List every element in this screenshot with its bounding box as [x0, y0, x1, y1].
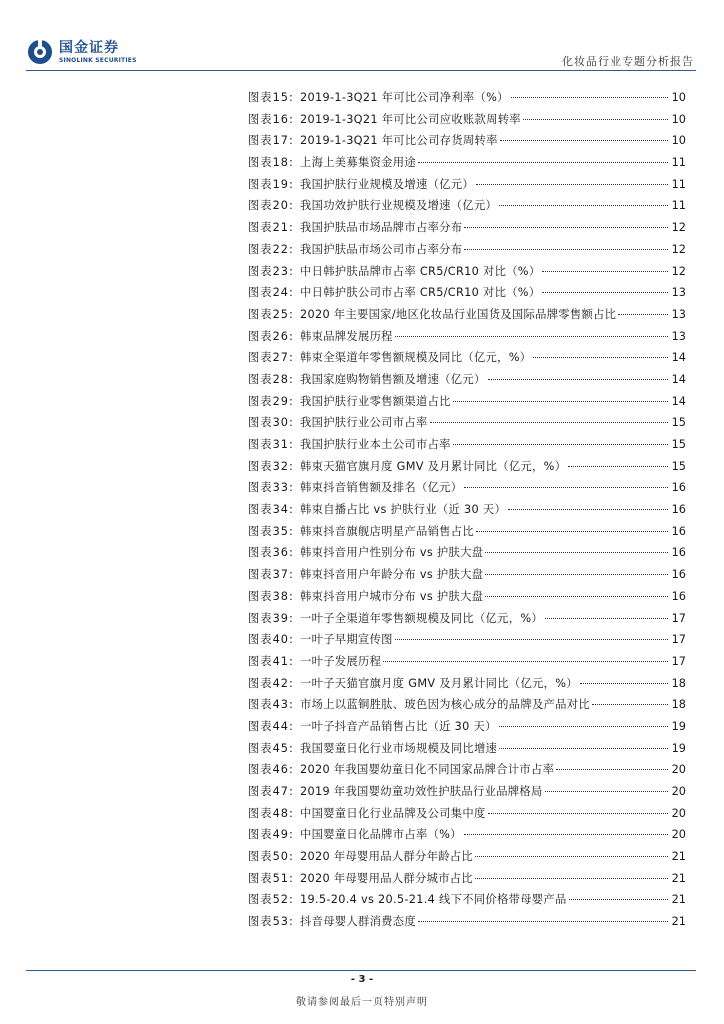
toc-entry-title: 我国护肤行业规模及增速（亿元）	[300, 177, 474, 191]
toc-leader-dots	[500, 140, 668, 141]
toc-entry[interactable]	[248, 542, 686, 564]
toc-leader-dots	[568, 466, 668, 467]
toc-entry-page: 19	[671, 741, 686, 755]
toc-entry-page: 12	[671, 221, 686, 235]
toc-entry-label: 图表21:	[248, 221, 294, 235]
toc-entry-label: 图表20:	[248, 199, 294, 213]
toc-entry-label: 图表41:	[248, 654, 294, 668]
toc-entry-title: 我国护肤行业零售额渠道占比	[300, 394, 451, 408]
toc-entry[interactable]	[248, 347, 686, 369]
toc-entry-title: 2019 年我国婴幼童功效性护肤品行业品牌格局	[300, 785, 543, 798]
toc-leader-dots	[395, 336, 668, 337]
toc-entry-title: 2019-1-3Q21 年可比公司净利率（%）	[300, 91, 509, 104]
toc-entry-page: 20	[671, 806, 686, 820]
toc-entry-page: 15	[671, 416, 686, 430]
toc-entry-title: 韩束抖音用户年龄分布 vs 护肤大盘	[300, 568, 484, 582]
toc-entry-page: 18	[671, 698, 686, 712]
toc-leader-dots	[499, 748, 668, 749]
toc-entry[interactable]	[248, 586, 686, 608]
toc-entry-title: 我国家庭购物销售额及增速（亿元）	[300, 372, 486, 386]
toc-entry-page: 12	[671, 264, 686, 278]
toc-entry[interactable]	[248, 803, 686, 825]
toc-entry-title: 上海上美募集资金用途	[300, 156, 416, 170]
toc-entry-page: 13	[671, 286, 686, 300]
toc-entry-label: 图表25:	[248, 307, 294, 321]
toc-entry[interactable]	[248, 521, 686, 543]
toc-entry-title: 2020 年母婴用品人群分城市占比	[300, 871, 474, 885]
toc-entry-page: 11	[671, 177, 686, 191]
toc-entry-title: 市场上以蓝铜胜肽、玻色因为核心成分的品牌及产品对比	[300, 698, 590, 712]
toc-entry[interactable]	[248, 629, 686, 651]
toc-entry-title: 韩束自播占比 vs 护肤行业（近 30 天）	[300, 503, 507, 517]
toc-entry[interactable]	[248, 477, 686, 499]
toc-entry-title: 中日韩护肤品牌市占率 CR5/CR10 对比（%）	[300, 264, 541, 278]
toc-leader-dots	[533, 357, 668, 358]
toc-entry[interactable]	[248, 846, 686, 868]
toc-entry-label: 图表49:	[248, 828, 294, 842]
toc-leader-dots	[511, 97, 668, 98]
toc-entry[interactable]	[248, 217, 686, 239]
toc-entry[interactable]	[248, 130, 686, 152]
toc-leader-dots	[395, 639, 668, 640]
document-title: 化妆品行业专题分析报告	[562, 55, 694, 68]
toc-entry[interactable]	[248, 911, 686, 933]
toc-entry-title: 一叶子发展历程	[300, 654, 382, 668]
toc-leader-dots	[464, 487, 668, 488]
toc-leader-dots	[545, 618, 668, 619]
toc-entry-title: 中国婴童日化行业品牌及公司集中度	[300, 806, 486, 820]
toc-entry[interactable]	[248, 608, 686, 630]
toc-entry-label: 图表37:	[248, 568, 294, 582]
toc-entry-page: 15	[671, 459, 686, 473]
toc-entry-page: 16	[671, 481, 686, 495]
toc-entry-page: 20	[671, 785, 686, 798]
toc-entry[interactable]	[248, 87, 686, 109]
toc-entry-label: 图表32:	[248, 459, 294, 473]
toc-entry-page: 16	[671, 524, 686, 538]
logo-en-text: SINOLINK SECURITIES	[59, 56, 137, 64]
toc-entry-label: 图表27:	[248, 351, 294, 365]
toc-entry-label: 图表22:	[248, 242, 294, 256]
toc-entry-title: 韩束抖音用户性别分布 vs 护肤大盘	[300, 546, 484, 560]
toc-entry-page: 18	[671, 676, 686, 690]
toc-entry[interactable]	[248, 781, 686, 803]
toc-entry-title: 2019-1-3Q21 年可比公司应收账款周转率	[300, 112, 521, 126]
toc-entry-label: 图表47:	[248, 785, 294, 798]
toc-entry-page: 17	[671, 611, 686, 625]
toc-leader-dots	[464, 249, 668, 250]
toc-entry-title: 一叶子抖音产品销售占比（近 30 天）	[300, 719, 497, 733]
company-logo	[26, 38, 137, 66]
toc-entry-label: 图表23:	[248, 264, 294, 278]
toc-entry-page: 15	[671, 438, 686, 451]
toc-entry-title: 我国护肤品市场公司市占率分布	[300, 242, 463, 256]
toc-entry-page: 10	[671, 134, 686, 148]
toc-entry-label: 图表42:	[248, 676, 294, 690]
toc-entry[interactable]	[248, 412, 686, 434]
toc-entry-title: 一叶子全渠道年零售额规模及同比（亿元，%）	[300, 611, 543, 625]
table-of-figures	[248, 87, 686, 933]
logo-cn-text: 国金证券	[59, 39, 119, 56]
toc-entry[interactable]	[248, 564, 686, 586]
toc-entry-title: 2020 年主要国家/地区化妆品行业国货及国际品牌零售额占比	[300, 307, 617, 321]
toc-entry-label: 图表40:	[248, 633, 294, 647]
toc-entry[interactable]	[248, 651, 686, 673]
toc-entry-label: 图表17:	[248, 134, 294, 148]
toc-entry-label: 图表34:	[248, 503, 294, 517]
toc-leader-dots	[488, 379, 668, 380]
toc-entry-label: 图表30:	[248, 416, 294, 430]
toc-leader-dots	[580, 683, 668, 684]
toc-leader-dots	[542, 292, 668, 293]
toc-entry-title: 韩束天猫官旗月度 GMV 及月累计同比（亿元，%）	[300, 459, 567, 473]
toc-leader-dots	[464, 834, 668, 835]
toc-leader-dots	[464, 227, 668, 228]
toc-entry-page: 21	[671, 893, 686, 907]
toc-entry[interactable]	[248, 261, 686, 283]
toc-entry-page: 16	[671, 589, 686, 603]
toc-entry-label: 图表35:	[248, 524, 294, 538]
toc-leader-dots	[418, 162, 668, 163]
toc-entry-label: 图表18:	[248, 156, 294, 170]
toc-entry-title: 我国护肤行业本土公司市占率	[300, 438, 451, 451]
toc-entry[interactable]	[248, 282, 686, 304]
toc-entry-title: 我国护肤行业公司市占率	[300, 416, 428, 430]
toc-entry[interactable]	[248, 304, 686, 326]
toc-entry-title: 韩束抖音旗舰店明星产品销售占比	[300, 524, 474, 538]
toc-entry-label: 图表52:	[248, 893, 294, 907]
toc-entry-title: 2020 年我国婴幼童日化不同国家品牌合计市占率	[300, 763, 555, 777]
toc-entry[interactable]	[248, 391, 686, 413]
toc-leader-dots	[542, 271, 668, 272]
toc-entry-page: 11	[671, 199, 686, 213]
toc-entry-label: 图表24:	[248, 286, 294, 300]
toc-leader-dots	[418, 921, 668, 922]
toc-entry-page: 21	[671, 915, 686, 929]
toc-entry-label: 图表33:	[248, 481, 294, 495]
toc-entry[interactable]	[248, 889, 686, 911]
toc-leader-dots	[523, 119, 668, 120]
toc-entry-title: 一叶子早期宣传图	[300, 633, 393, 647]
toc-leader-dots	[499, 726, 668, 727]
toc-entry-label: 图表31:	[248, 438, 294, 451]
toc-entry[interactable]	[248, 716, 686, 738]
toc-entry[interactable]	[248, 195, 686, 217]
toc-entry[interactable]	[248, 174, 686, 196]
toc-leader-dots	[485, 596, 668, 597]
toc-entry[interactable]	[248, 673, 686, 695]
toc-entry-title: 2020 年母婴用品人群分年龄占比	[300, 850, 474, 864]
toc-entry[interactable]	[248, 326, 686, 348]
toc-entry-label: 图表43:	[248, 698, 294, 712]
toc-entry-label: 图表53:	[248, 915, 294, 929]
header-divider	[26, 70, 696, 71]
toc-entry-title: 我国护肤品市场品牌市占率分布	[300, 221, 463, 235]
toc-leader-dots	[476, 184, 668, 185]
toc-entry-page: 21	[671, 850, 686, 864]
toc-entry[interactable]	[248, 239, 686, 261]
toc-entry[interactable]	[248, 152, 686, 174]
toc-entry-page: 16	[671, 503, 686, 517]
toc-leader-dots	[488, 813, 668, 814]
toc-leader-dots	[475, 878, 668, 879]
toc-entry[interactable]	[248, 434, 686, 456]
toc-entry-label: 图表51:	[248, 871, 294, 885]
toc-entry-title: 19.5-20.4 vs 20.5-21.4 线下不同价格带母婴产品	[300, 893, 567, 907]
toc-entry-page: 16	[671, 546, 686, 560]
toc-entry-page: 11	[671, 156, 686, 170]
toc-entry-page: 17	[671, 633, 686, 647]
toc-entry-page: 20	[671, 763, 686, 777]
toc-entry-title: 抖音母婴人群消费态度	[300, 915, 416, 929]
toc-leader-dots	[475, 856, 668, 857]
toc-entry-page: 14	[671, 394, 686, 408]
sinolink-logo-icon	[26, 38, 54, 66]
toc-entry-title: 我国功效护肤行业规模及增速（亿元）	[300, 199, 498, 213]
toc-entry-label: 图表38:	[248, 589, 294, 603]
toc-entry-title: 我国婴童日化行业市场规模及同比增速	[300, 741, 498, 755]
toc-entry-title: 中日韩护肤公司市占率 CR5/CR10 对比（%）	[300, 286, 541, 300]
toc-entry-label: 图表15:	[248, 91, 294, 104]
toc-leader-dots	[545, 791, 668, 792]
toc-entry-page: 17	[671, 654, 686, 668]
toc-entry-page: 13	[671, 307, 686, 321]
toc-entry-label: 图表19:	[248, 177, 294, 191]
toc-leader-dots	[453, 401, 668, 402]
page-number: - 3 -	[350, 974, 374, 985]
footer-disclaimer: 敬请参阅最后一页特别声明	[296, 997, 428, 1008]
toc-entry[interactable]	[248, 738, 686, 760]
toc-entry-title: 一叶子天猫官旗月度 GMV 及月累计同比（亿元，%）	[300, 676, 578, 690]
page-header	[0, 0, 724, 80]
toc-entry-label: 图表26:	[248, 329, 294, 343]
toc-entry[interactable]	[248, 694, 686, 716]
toc-entry-page: 12	[671, 242, 686, 256]
toc-entry-title: 韩束全渠道年零售额规模及同比（亿元，%）	[300, 351, 532, 365]
toc-entry[interactable]	[248, 824, 686, 846]
toc-entry-label: 图表44:	[248, 719, 294, 733]
toc-entry-page: 14	[671, 351, 686, 365]
toc-entry-title: 2019-1-3Q21 年可比公司存货周转率	[300, 134, 498, 148]
toc-entry-title: 韩束品牌发展历程	[300, 329, 393, 343]
toc-entry-page: 21	[671, 871, 686, 885]
toc-entry-label: 图表45:	[248, 741, 294, 755]
footer-divider	[26, 970, 696, 971]
toc-entry-label: 图表50:	[248, 850, 294, 864]
toc-entry-title: 韩束抖音销售额及排名（亿元）	[300, 481, 463, 495]
toc-leader-dots	[569, 899, 668, 900]
toc-entry[interactable]	[248, 369, 686, 391]
toc-entry-page: 13	[671, 329, 686, 343]
toc-entry-label: 图表28:	[248, 372, 294, 386]
toc-leader-dots	[430, 422, 668, 423]
toc-entry-label: 图表36:	[248, 546, 294, 560]
toc-leader-dots	[383, 661, 668, 662]
toc-entry-title: 韩束抖音用户城市分布 vs 护肤大盘	[300, 589, 484, 603]
toc-entry[interactable]	[248, 109, 686, 131]
toc-leader-dots	[485, 552, 668, 553]
toc-entry-label: 图表48:	[248, 806, 294, 820]
toc-entry-page: 10	[671, 112, 686, 126]
toc-entry[interactable]	[248, 456, 686, 478]
toc-entry-label: 图表46:	[248, 763, 294, 777]
toc-entry-page: 16	[671, 568, 686, 582]
toc-leader-dots	[556, 769, 668, 770]
toc-entry-page: 19	[671, 719, 686, 733]
toc-leader-dots	[618, 314, 668, 315]
toc-entry[interactable]	[248, 868, 686, 890]
toc-leader-dots	[476, 531, 668, 532]
toc-entry-page: 14	[671, 372, 686, 386]
toc-entry-title: 中国婴童日化品牌市占率（%）	[300, 828, 462, 842]
toc-entry[interactable]	[248, 759, 686, 781]
toc-entry-label: 图表29:	[248, 394, 294, 408]
toc-leader-dots	[453, 444, 668, 445]
toc-leader-dots	[508, 509, 668, 510]
toc-entry-label: 图表16:	[248, 112, 294, 126]
toc-entry[interactable]	[248, 499, 686, 521]
toc-entry-label: 图表39:	[248, 611, 294, 625]
toc-entry-page: 10	[671, 91, 686, 104]
toc-leader-dots	[485, 574, 668, 575]
toc-leader-dots	[592, 704, 668, 705]
toc-entry-page: 20	[671, 828, 686, 842]
toc-leader-dots	[499, 205, 668, 206]
